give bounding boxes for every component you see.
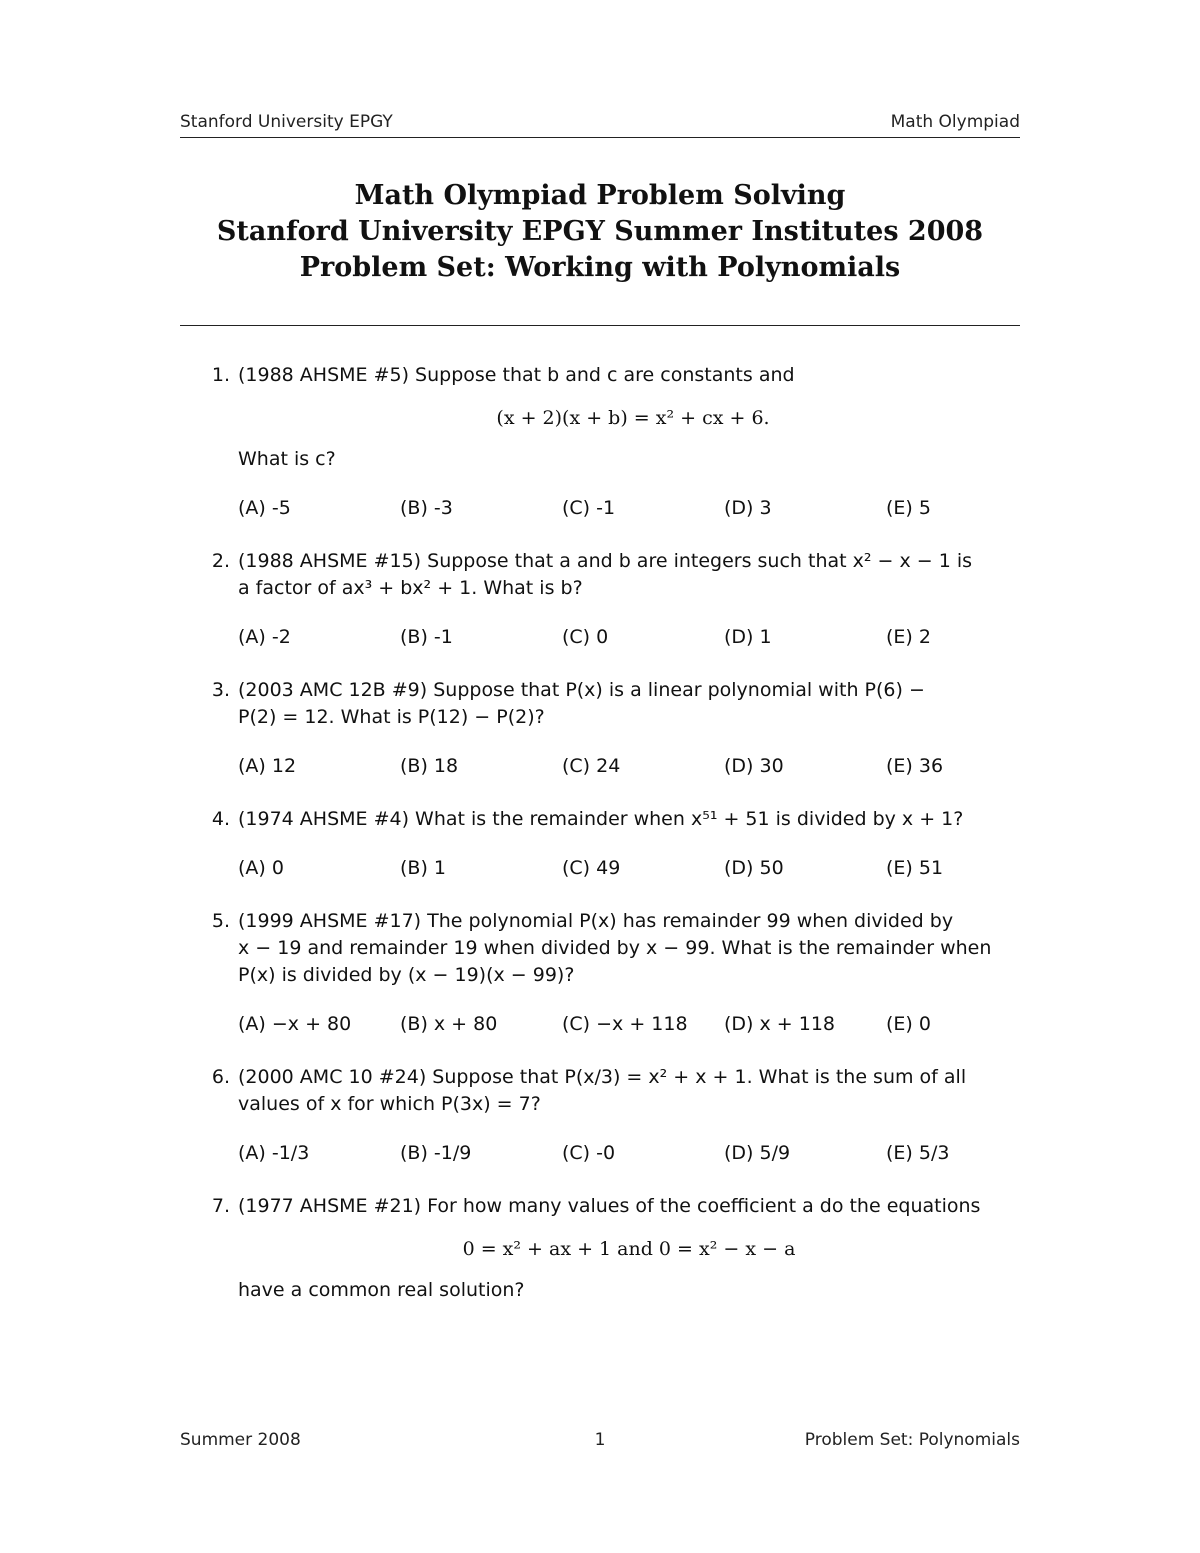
answer-choices xyxy=(238,495,1028,522)
choice-d: (D) 3 xyxy=(724,497,772,519)
problem-body xyxy=(238,1193,1020,1304)
problem-4 xyxy=(180,806,1020,882)
problem-text: (1974 AHSME #4) What is the remainder when x⁵¹ + 51 is divided by x + 1? xyxy=(238,808,964,830)
title-line-3: Problem Set: Working with Polynomials xyxy=(299,252,901,283)
footer-right: Problem Set: Polynomials xyxy=(804,1430,1020,1450)
problem-1 xyxy=(180,362,1020,522)
choice-d: (D) 30 xyxy=(724,755,784,777)
choice-e: (E) 0 xyxy=(886,1013,931,1035)
answer-choices xyxy=(238,1140,1028,1167)
problem-text: (2000 AMC 10 #24) Suppose that P(x/3) = x² + x + 1. What is the sum of all xyxy=(238,1066,967,1088)
choice-c: (C) -1 xyxy=(562,497,616,519)
choice-b: (B) x + 80 xyxy=(400,1013,498,1035)
problem-number: 7. xyxy=(211,1195,230,1217)
choice-d: (D) 5/9 xyxy=(724,1142,791,1164)
choice-b: (B) 18 xyxy=(400,755,459,777)
problem-body xyxy=(238,677,1028,780)
answer-choices xyxy=(238,624,1028,651)
header-rule xyxy=(180,137,1020,138)
choice-e: (E) 2 xyxy=(886,626,931,648)
running-footer xyxy=(180,1430,1020,1450)
problem-5 xyxy=(180,908,1020,1038)
title-line-1: Math Olympiad Problem Solving xyxy=(354,180,846,211)
problem-text: x − 19 and remainder 19 when divided by x − 99. What is the remainder when xyxy=(238,937,992,959)
problem-number: 6. xyxy=(211,1066,230,1088)
problem-number: 1. xyxy=(211,364,230,386)
choice-b: (B) -1 xyxy=(400,626,453,648)
choice-c: (C) -0 xyxy=(562,1142,616,1164)
title-rule xyxy=(180,325,1020,326)
problem-body xyxy=(238,908,1028,1038)
choice-a: (A) 0 xyxy=(238,857,284,879)
problem-text: values of x for which P(3x) = 7? xyxy=(238,1093,541,1115)
page-number: 1 xyxy=(594,1430,606,1450)
choice-a: (A) -1/3 xyxy=(238,1142,310,1164)
title-block xyxy=(180,178,1020,286)
choice-b: (B) -1/9 xyxy=(400,1142,472,1164)
problem-number: 2. xyxy=(211,550,230,572)
choice-b: (B) -3 xyxy=(400,497,453,519)
display-equation: 0 = x² + ax + 1 and 0 = x² − x − a xyxy=(462,1238,796,1260)
answer-choices xyxy=(238,753,1028,780)
problem-3 xyxy=(180,677,1020,780)
problem-text: (1977 AHSME #21) For how many values of the coefficient a do the equations xyxy=(238,1195,981,1217)
problem-list xyxy=(180,362,1020,1330)
problem-number: 5. xyxy=(211,910,230,932)
running-header xyxy=(180,112,1020,132)
problem-question: have a common real solution? xyxy=(238,1279,525,1301)
choice-d: (D) 50 xyxy=(724,857,784,879)
choice-a: (A) -2 xyxy=(238,626,291,648)
choice-e: (E) 51 xyxy=(886,857,944,879)
choice-a: (A) 12 xyxy=(238,755,297,777)
choice-d: (D) x + 118 xyxy=(724,1013,836,1035)
problem-text: P(x) is divided by (x − 19)(x − 99)? xyxy=(238,964,575,986)
problem-body xyxy=(238,806,1028,882)
problem-number: 3. xyxy=(211,679,230,701)
choice-e: (E) 5 xyxy=(886,497,931,519)
problem-text: a factor of ax³ + bx² + 1. What is b? xyxy=(238,577,583,599)
problem-text: (1999 AHSME #17) The polynomial P(x) has remainder 99 when divided by xyxy=(238,910,954,932)
problem-text: (2003 AMC 12B #9) Suppose that P(x) is a linear polynomial with P(6) − xyxy=(238,679,925,701)
problem-text: (1988 AHSME #15) Suppose that a and b are integers such that x² − x − 1 is xyxy=(238,550,973,572)
choice-a: (A) -5 xyxy=(238,497,291,519)
header-right: Math Olympiad xyxy=(890,112,1020,132)
problem-body xyxy=(238,362,1028,522)
problem-7 xyxy=(180,1193,1020,1304)
choice-c: (C) 49 xyxy=(562,857,621,879)
title-line-2: Stanford University EPGY Summer Institutes 2008 xyxy=(216,216,984,247)
choice-d: (D) 1 xyxy=(724,626,772,648)
choice-c: (C) 0 xyxy=(562,626,609,648)
answer-choices xyxy=(238,1011,1028,1038)
problem-body xyxy=(238,548,1028,651)
problem-body xyxy=(238,1064,1028,1167)
display-equation: (x + 2)(x + b) = x² + cx + 6. xyxy=(496,407,770,429)
choice-c: (C) −x + 118 xyxy=(562,1013,688,1035)
choice-e: (E) 36 xyxy=(886,755,944,777)
problem-text: (1988 AHSME #5) Suppose that b and c are constants and xyxy=(238,364,795,386)
problem-question: What is c? xyxy=(238,448,336,470)
problem-text: P(2) = 12. What is P(12) − P(2)? xyxy=(238,706,545,728)
choice-e: (E) 5/3 xyxy=(886,1142,950,1164)
problem-6 xyxy=(180,1064,1020,1167)
problem-number: 4. xyxy=(211,808,230,830)
header-left: Stanford University EPGY xyxy=(180,112,393,132)
footer-left: Summer 2008 xyxy=(180,1430,301,1450)
problem-2 xyxy=(180,548,1020,651)
choice-b: (B) 1 xyxy=(400,857,446,879)
answer-choices xyxy=(238,855,1028,882)
choice-a: (A) −x + 80 xyxy=(238,1013,352,1035)
choice-c: (C) 24 xyxy=(562,755,621,777)
